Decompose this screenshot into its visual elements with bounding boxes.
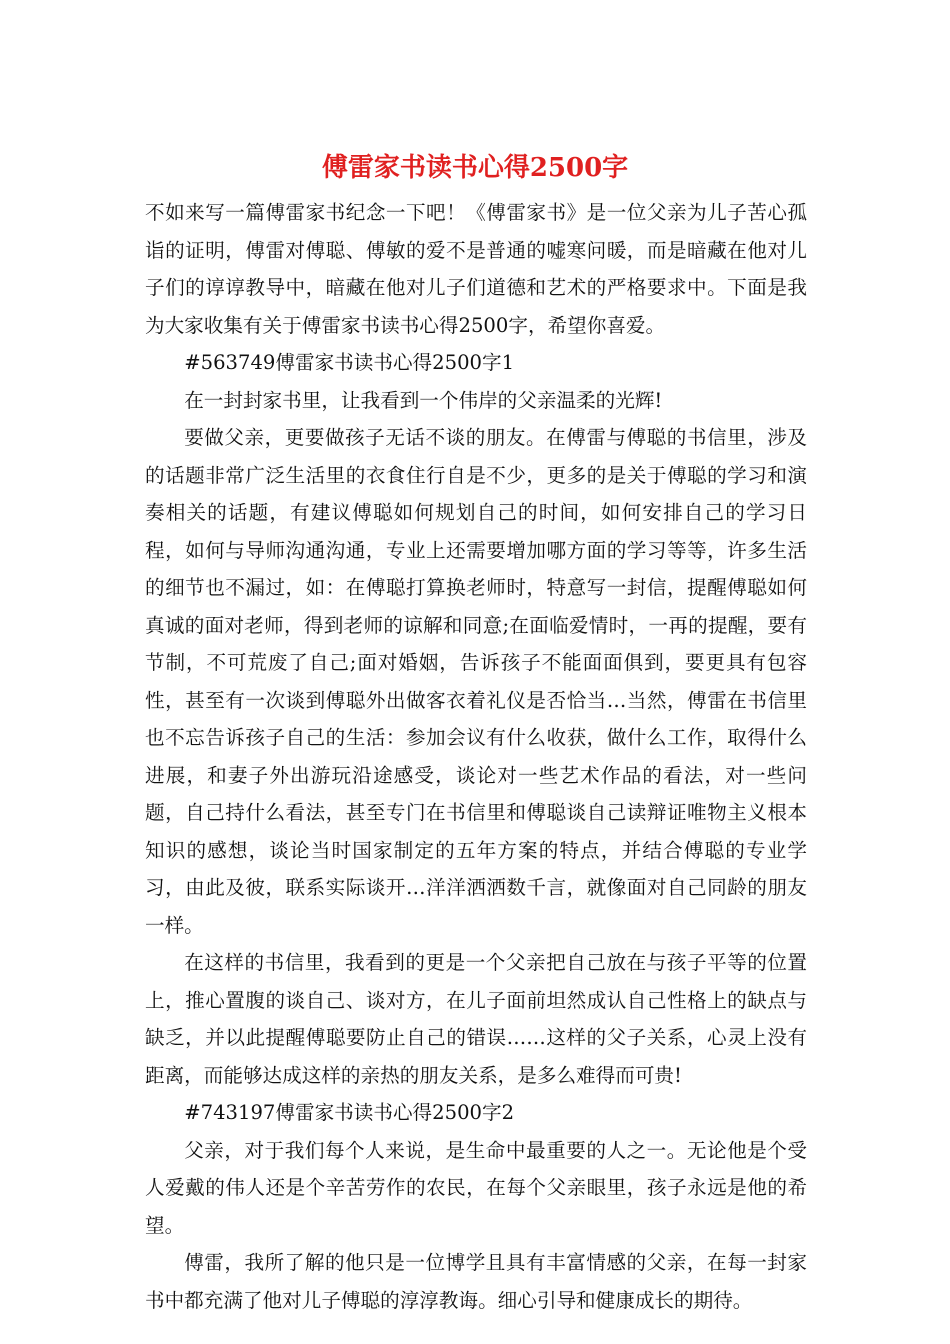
intro-paragraph: 不如来写一篇傅雷家书纪念一下吧！《傅雷家书》是一位父亲为儿子苦心孤诣的证明，傅雷对傅聪、傅敏的爱不是普通的嘘寒问暖，而是暗藏在他对儿子们的谆谆教导中，暗藏在他对儿子们道德和艺术的严格要求中。下面是我为大家收集有关于傅雷家书读书心得2500字，希望你喜爱。 xyxy=(145,201,807,337)
body-paragraph: 要做父亲，更要做孩子无话不谈的朋友。在傅雷与傅聪的书信里，涉及的话题非常广泛生活里的衣食住行自是不少，更多的是关于傅聪的学习和演奏相关的话题，有建议傅聪如何规划自己的时间，如何安排自己的学习日程，如何与导师沟通沟通，专业上还需要增加哪方面的学习等等，许多生活的细节也不漏过，如：在傅聪打算换老师时，特意写一封信，提醒傅聪如何真诚的面对老师，得到老师的谅解和同意;在面临爱情时，一再的提醒，要有节制，不可荒废了自己;面对婚姻，告诉孩子不能面面俱到，要更具有包容性，甚至有一次谈到傅聪外出做客衣着礼仪是否恰当…当然，傅雷在书信里也不忘告诉孩子自己的生活：参加会议有什么收获，做什么工作，取得什么进展，和妻子外出游玩沿途感受，谈论对一些艺术作品的看法，对一些问题，自己持什么看法，甚至专门在书信里和傅聪谈自己读辩证唯物主义根本知识的感想，谈论当时国家制定的五年方案的特点，并结合傅聪的专业学习，由此及彼，联系实际谈开…洋洋洒洒数千言，就像面对自己同龄的朋友一样。 xyxy=(145,426,807,937)
body-paragraph: 父亲，对于我们每个人来说，是生命中最重要的人之一。无论他是个受人爱戴的伟人还是个辛苦劳作的农民，在每个父亲眼里，孩子永远是他的希望。 xyxy=(145,1138,807,1237)
section-heading-2: #743197傅雷家书读书心得2500字2 xyxy=(184,1101,515,1124)
document-body xyxy=(145,194,807,1319)
body-paragraph: 在一封封家书里，让我看到一个伟岸的父亲温柔的光辉! xyxy=(184,388,663,412)
section-heading-1: #563749傅雷家书读书心得2500字1 xyxy=(184,351,515,374)
document-title: 傅雷家书读书心得2500字 xyxy=(321,153,629,183)
body-paragraph: 在这样的书信里，我看到的更是一个父亲把自己放在与孩子平等的位置上，推心置腹的谈自己、谈对方，在儿子面前坦然成认自己性格上的缺点与缺乏，并以此提醒傅聪要防止自己的错误……这样的父子关系，心灵上没有距离，而能够达成这样的亲热的朋友关系，是多么难得而可贵! xyxy=(145,951,807,1087)
body-paragraph: 傅雷，我所了解的他只是一位博学且具有丰富情感的父亲，在每一封家书中都充满了他对儿子傅聪的淳淳教诲。细心引导和健康成长的期待。 xyxy=(145,1251,807,1312)
